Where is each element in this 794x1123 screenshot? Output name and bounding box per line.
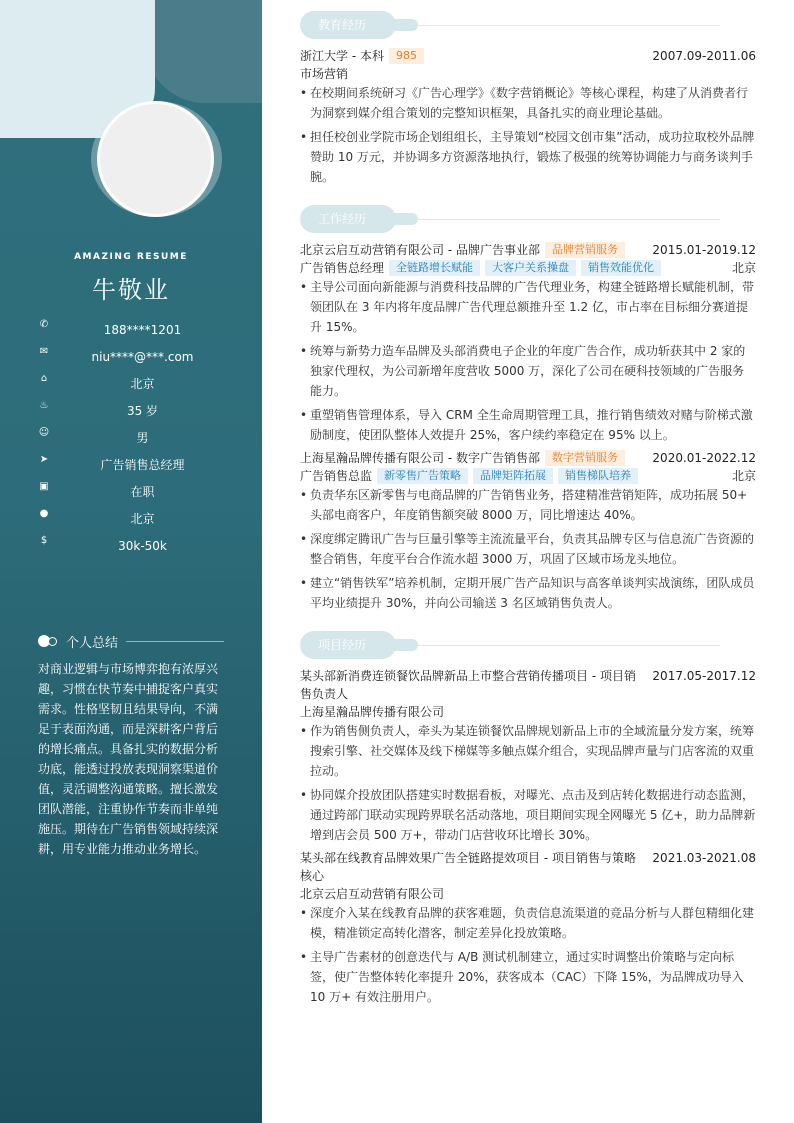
work-date: 2020.01-2022.12: [652, 451, 756, 465]
education-header: [300, 47, 756, 65]
skill-tag: 销售效能优化: [581, 260, 661, 276]
summary-text: 对商业逻辑与市场博弈抱有浓厚兴趣，习惯在快节奏中捕捉客户真实需求。性格坚韧且结果导向，不满足于表面沟通，而是深耕客户背后的增长痛点。具备扎实的数据分析功底，能透过投放表现洞察渠道价值，灵活调整沟通策略。擅长激发团队潜能，注重协作节奏而非单纯施压。期待在广告销售领域持续深耕，用专业能力推动业务增长。: [38, 662, 219, 856]
project-title-cont: 核心: [300, 869, 325, 883]
section-title: 项目经历: [300, 631, 396, 659]
work-city: 北京: [731, 261, 756, 275]
major: 市场营销: [300, 67, 349, 81]
project-date: 2021.03-2021.08: [652, 851, 756, 865]
skill-tag: 全链路增长赋能: [389, 260, 480, 276]
sidebar: [0, 0, 262, 1123]
info-location: [38, 505, 233, 532]
section-header-project: [300, 631, 730, 659]
project-header-1: [300, 667, 756, 703]
company-tag: 数字营销服务: [545, 450, 625, 466]
skill-tag: 新零售广告策略: [377, 468, 468, 484]
section-header-education: [300, 11, 730, 39]
project-date: 2017.05-2017.12: [652, 669, 756, 683]
resume-tagline: AMAZING RESUME: [74, 252, 188, 262]
summary-header: [38, 632, 224, 650]
money-icon: $: [40, 535, 48, 546]
phone-number: 188****1201: [103, 322, 182, 337]
cake-icon: ♨: [39, 400, 49, 411]
work-header-2: [300, 449, 756, 467]
job-title: 广告销售总经理: [300, 261, 385, 275]
work-role-row-2: [300, 467, 756, 485]
contact-info-list: [38, 316, 233, 559]
list-item: • 重塑销售管理体系，导入 CRM 全生命周期管理工具，推行销售绩效对赌与阶梯式激励制度，使团队整体人效提升 25%，客户续约率稳定在 95% 以上。: [300, 405, 756, 445]
work-header-1: [300, 241, 756, 259]
list-item: • 深度绑定腾讯广告与巨量引擎等主流流量平台，负责其品牌专区与信息流广告资源的整合销售，年度平台合作流水超 3000 万，巩固了区域市场龙头地位。: [300, 529, 756, 569]
candidate-name: 牛敬业: [92, 276, 170, 304]
gender: 男: [136, 431, 149, 445]
education-bullets: [300, 83, 756, 191]
list-item: • 主导公司面向新能源与消费科技品牌的广告代理业务，构建全链路增长赋能机制，带领团队在 3 年内将年度品牌广告代理总额推升至 1.2 亿，市占率在目标细分赛道提升 15%。: [300, 277, 756, 337]
project-title: 某头部在线教育品牌效果广告全链路提效项目 - 项目销售与策略: [300, 851, 636, 865]
expected-salary: 30k-50k: [118, 538, 167, 553]
divider: [126, 641, 224, 642]
work-bullets-1: [300, 277, 756, 449]
info-status: [38, 478, 233, 505]
target-role: 广告销售总经理: [100, 458, 185, 472]
email-address: niu****@***.com: [91, 349, 194, 364]
list-item: • 担任校创业学院市场企划组组长，主导策划“校园文创市集”活动，成功拉取校外品牌赞助 10 万元，并协调多方资源落地执行，锻炼了极强的统筹协调能力与商务谈判手腕。: [300, 127, 756, 187]
list-item: • 建立“销售铁军”培养机制，定期开展广告产品知识与高客单谈判实战演练，团队成员平均业绩提升 30%，并向公司输送 3 名区域销售负责人。: [300, 573, 756, 613]
company-name: 北京云启互动营销有限公司 - 品牌广告事业部: [300, 243, 540, 257]
company-name: 上海星瀚品牌传播有限公司 - 数字广告销售部: [300, 451, 540, 465]
list-item: • 统筹与新势力造车品牌及头部消费电子企业的年度广告合作，成功斩获其中 2 家的独家代理权，为公司新增年度营收 5000 万，深化了公司在硬科技领域的广告服务能力。: [300, 341, 756, 401]
list-item: • 作为销售侧负责人，牵头为某连锁餐饮品牌规划新品上市的全域流量分发方案，统筹搜索引擎、社交媒体及线下梯媒等多触点媒介组合，实现品牌声量与门店客流的双重拉动。: [300, 721, 756, 781]
project-org: 上海星瀚品牌传播有限公司: [300, 705, 445, 719]
project-org: 北京云启互动营销有限公司: [300, 887, 445, 901]
skill-tag: 大客户关系操盘: [485, 260, 576, 276]
work-role-row-1: [300, 259, 756, 277]
home-icon: ⌂: [40, 373, 48, 384]
list-item: • 协同媒介投放团队搭建实时数据看板，对曝光、点击及到店转化数据进行动态监测，通过跨部门联动实现跨界联名活动落地，项目期间实现全网曝光 5 亿+，助力品牌新增到店会员 500 万+，带动门店营收环比增长 30%。: [300, 785, 756, 845]
project-title-cont: 售负责人: [300, 687, 349, 701]
hometown: 北京: [130, 377, 155, 391]
project-bullets-1: [300, 721, 756, 849]
age: 35 岁: [126, 404, 159, 418]
project-org-row-1: [300, 703, 756, 721]
skill-tag: 销售梯队培养: [558, 468, 638, 484]
education-major-row: [300, 65, 756, 83]
phone-icon: ✆: [39, 319, 49, 330]
project-bullets-2: [300, 903, 756, 1011]
education-date: 2007.09-2011.06: [652, 49, 756, 63]
gender-icon: ☺: [38, 427, 50, 438]
section-title: 工作经历: [300, 205, 396, 233]
school-tag: 985: [389, 48, 424, 64]
school-name: 浙江大学 - 本科: [300, 49, 384, 63]
info-age: [38, 397, 233, 424]
list-item: • 负责华东区新零售与电商品牌的广告销售业务，搭建精准营销矩阵，成功拓展 50+ 头部电商客户，年度销售额突破 8000 万，同比增速达 40%。: [300, 485, 756, 525]
info-salary: [38, 532, 233, 559]
job-status: 在职: [130, 485, 155, 499]
email-icon: ✉: [39, 346, 49, 357]
work-city: 北京: [731, 469, 756, 483]
list-item: • 主导广告素材的创意迭代与 A/B 测试机制建立，通过实时调整出价策略与定向标签，使广告整体转化率提升 20%，获客成本（CAC）下降 15%，为品牌成功导入 10 万+ 有效注册用户。: [300, 947, 756, 1007]
job-title: 广告销售总监: [300, 469, 373, 483]
project-title: 某头部新消费连锁餐饮品牌新品上市整合营销传播项目 - 项目销: [300, 669, 636, 683]
target-city: 北京: [130, 512, 155, 526]
info-target-role: [38, 451, 233, 478]
list-item: • 在校期间系统研习《广告心理学》《数字营销概论》等核心课程，构建了从消费者行为洞察到媒介组合策划的完整知识框架，具备扎实的商业理论基础。: [300, 83, 756, 123]
dots-icon: [38, 635, 58, 647]
location-icon: ●: [39, 508, 49, 519]
info-hometown: [38, 370, 233, 397]
list-item: • 深度介入某在线教育品牌的获客难题，负责信息流渠道的竞品分析与人群包精细化建模，精准锁定高转化潜客，制定差异化投放策略。: [300, 903, 756, 943]
skill-tag: 品牌矩阵拓展: [473, 468, 553, 484]
avatar: [97, 101, 214, 217]
decorative-shape: [145, 0, 262, 103]
section-header-work: [300, 205, 730, 233]
project-org-row-2: [300, 885, 756, 903]
briefcase-icon: ▣: [39, 481, 49, 492]
company-tag: 品牌营销服务: [545, 242, 625, 258]
send-icon: ➤: [39, 454, 49, 465]
info-email: [38, 343, 233, 370]
section-title: 教育经历: [300, 11, 396, 39]
summary-title: 个人总结: [66, 635, 119, 651]
info-phone: [38, 316, 233, 343]
project-header-2: [300, 849, 756, 885]
work-bullets-2: [300, 485, 756, 617]
work-date: 2015.01-2019.12: [652, 243, 756, 257]
info-gender: [38, 424, 233, 451]
